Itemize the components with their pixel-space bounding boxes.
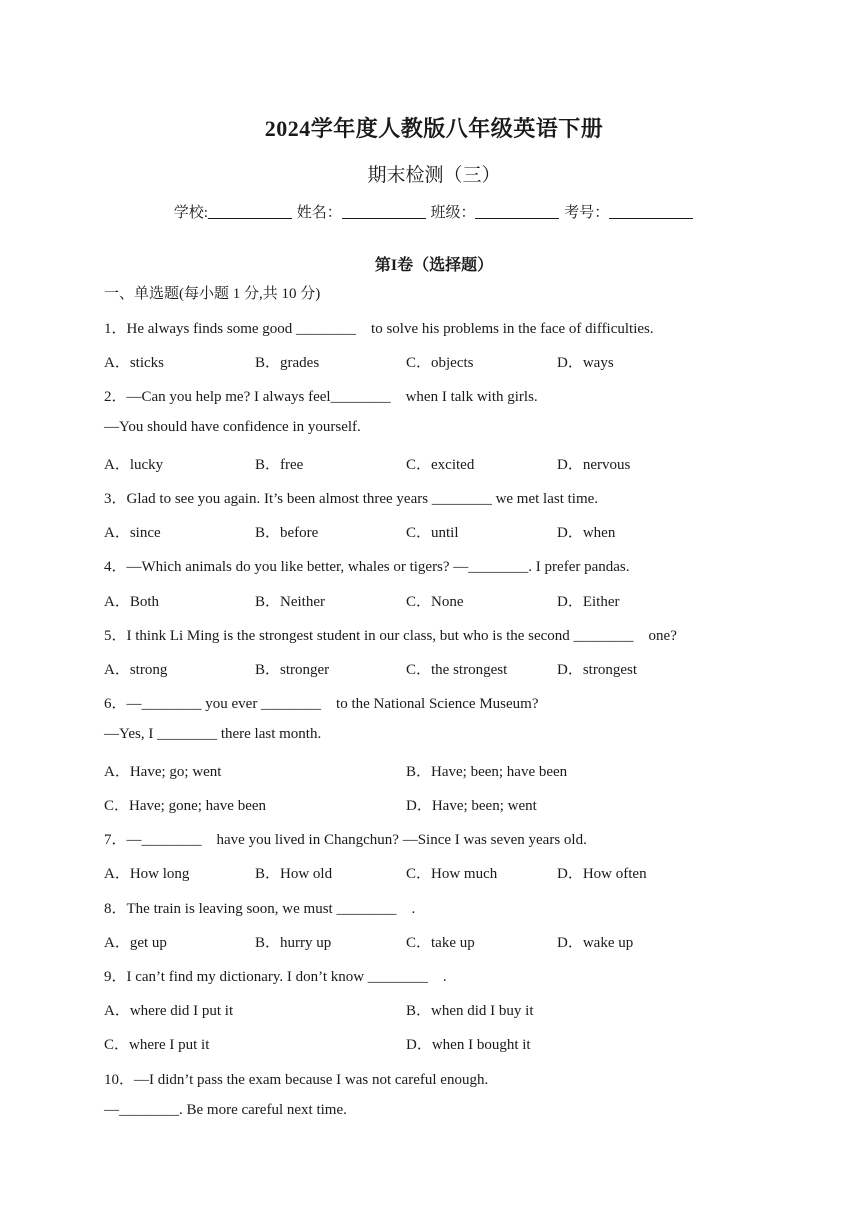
q9-option-a: A．where did I put it	[104, 1003, 234, 1019]
exam-number-blank	[609, 204, 693, 219]
exam-number-label: 考号：	[564, 205, 610, 221]
q4-option-d: D．Either	[557, 594, 620, 610]
q3-option-c: C．until	[406, 525, 459, 541]
school-label: 学校:	[173, 205, 208, 221]
q5-option-a: A．strong	[104, 662, 168, 678]
question-7: 7．—________ have you lived in Changchun? —Since I was seven years old.	[104, 832, 587, 848]
question-3: 3．Glad to see you again. It’s been almost three years ________ we met last time.	[104, 491, 599, 507]
q5-option-b: B．stronger	[255, 662, 330, 678]
q2-option-c: C．excited	[406, 457, 475, 473]
question-2-reply: —You should have confidence in yourself.	[104, 419, 361, 435]
exam-subtitle: 期末检测（三）	[367, 165, 501, 186]
question-2: 2．—Can you help me? I always feel________ when I talk with girls.	[104, 389, 538, 405]
q8-option-b: B．hurry up	[255, 935, 332, 951]
q4-option-b: B．Neither	[255, 594, 325, 610]
q7-option-b: B．How old	[255, 866, 333, 882]
q6-option-d: D．Have; been; went	[406, 798, 537, 814]
class-label: 班级：	[430, 205, 476, 221]
q4-option-a: A．Both	[104, 594, 160, 610]
question-5: 5．I think Li Ming is the strongest student in our class, but who is the second ________ one?	[104, 628, 677, 644]
question-1: 1．He always finds some good ________ to solve his problems in the face of difficulties.	[104, 321, 654, 337]
q1-option-d: D．ways	[557, 355, 614, 371]
q5-option-d: D．strongest	[557, 662, 637, 678]
q8-option-d: D．wake up	[557, 935, 634, 951]
q2-option-d: D．nervous	[557, 457, 631, 473]
q6-option-b: B．Have; been; have been	[406, 764, 568, 780]
q7-option-a: A．How long	[104, 866, 190, 882]
q9-option-d: D．when I bought it	[406, 1037, 531, 1053]
question-6-reply: —Yes, I ________ there last month.	[104, 726, 322, 742]
question-4: 4．—Which animals do you like better, whales or tigers? —________. I prefer pandas.	[104, 559, 630, 575]
question-6: 6．—________ you ever ________ to the National Science Museum?	[104, 696, 539, 712]
q9-option-c: C．where I put it	[104, 1037, 210, 1053]
question-10: 10．—I didn’t pass the exam because I was not careful enough.	[104, 1072, 489, 1088]
q7-option-d: D．How often	[557, 866, 647, 882]
q1-option-b: B．grades	[255, 355, 320, 371]
q1-option-a: A．sticks	[104, 355, 165, 371]
q8-option-c: C．take up	[406, 935, 475, 951]
school-blank	[208, 204, 292, 219]
q2-option-a: A．lucky	[104, 457, 164, 473]
student-info-row	[0, 201, 868, 222]
q7-option-c: C．How much	[406, 866, 498, 882]
q8-option-a: A．get up	[104, 935, 167, 951]
q5-option-c: C．the strongest	[406, 662, 508, 678]
q4-option-c: C．None	[406, 594, 464, 610]
question-9: 9．I can’t find my dictionary. I don’t know ________ .	[104, 969, 447, 985]
name-blank	[342, 204, 426, 219]
q6-option-c: C．Have; gone; have been	[104, 798, 267, 814]
q3-option-a: A．since	[104, 525, 161, 541]
q3-option-d: D．when	[557, 525, 616, 541]
exam-title: 2024学年度人教版八年级英语下册	[264, 116, 604, 141]
q9-option-b: B．when did I buy it	[406, 1003, 534, 1019]
name-label: 姓名：	[296, 205, 342, 221]
q6-option-a: A．Have; go; went	[104, 764, 222, 780]
section-title: 一、单选题(每小题 1 分,共 10 分)	[104, 286, 321, 302]
q2-option-b: B．free	[255, 457, 304, 473]
question-10-reply: —________. Be more careful next time.	[104, 1102, 347, 1118]
class-blank	[475, 204, 559, 219]
part-title: 第I卷（选择题）	[374, 257, 494, 274]
q3-option-b: B．before	[255, 525, 319, 541]
question-8: 8．The train is leaving soon, we must ________ .	[104, 901, 416, 917]
q1-option-c: C．objects	[406, 355, 474, 371]
